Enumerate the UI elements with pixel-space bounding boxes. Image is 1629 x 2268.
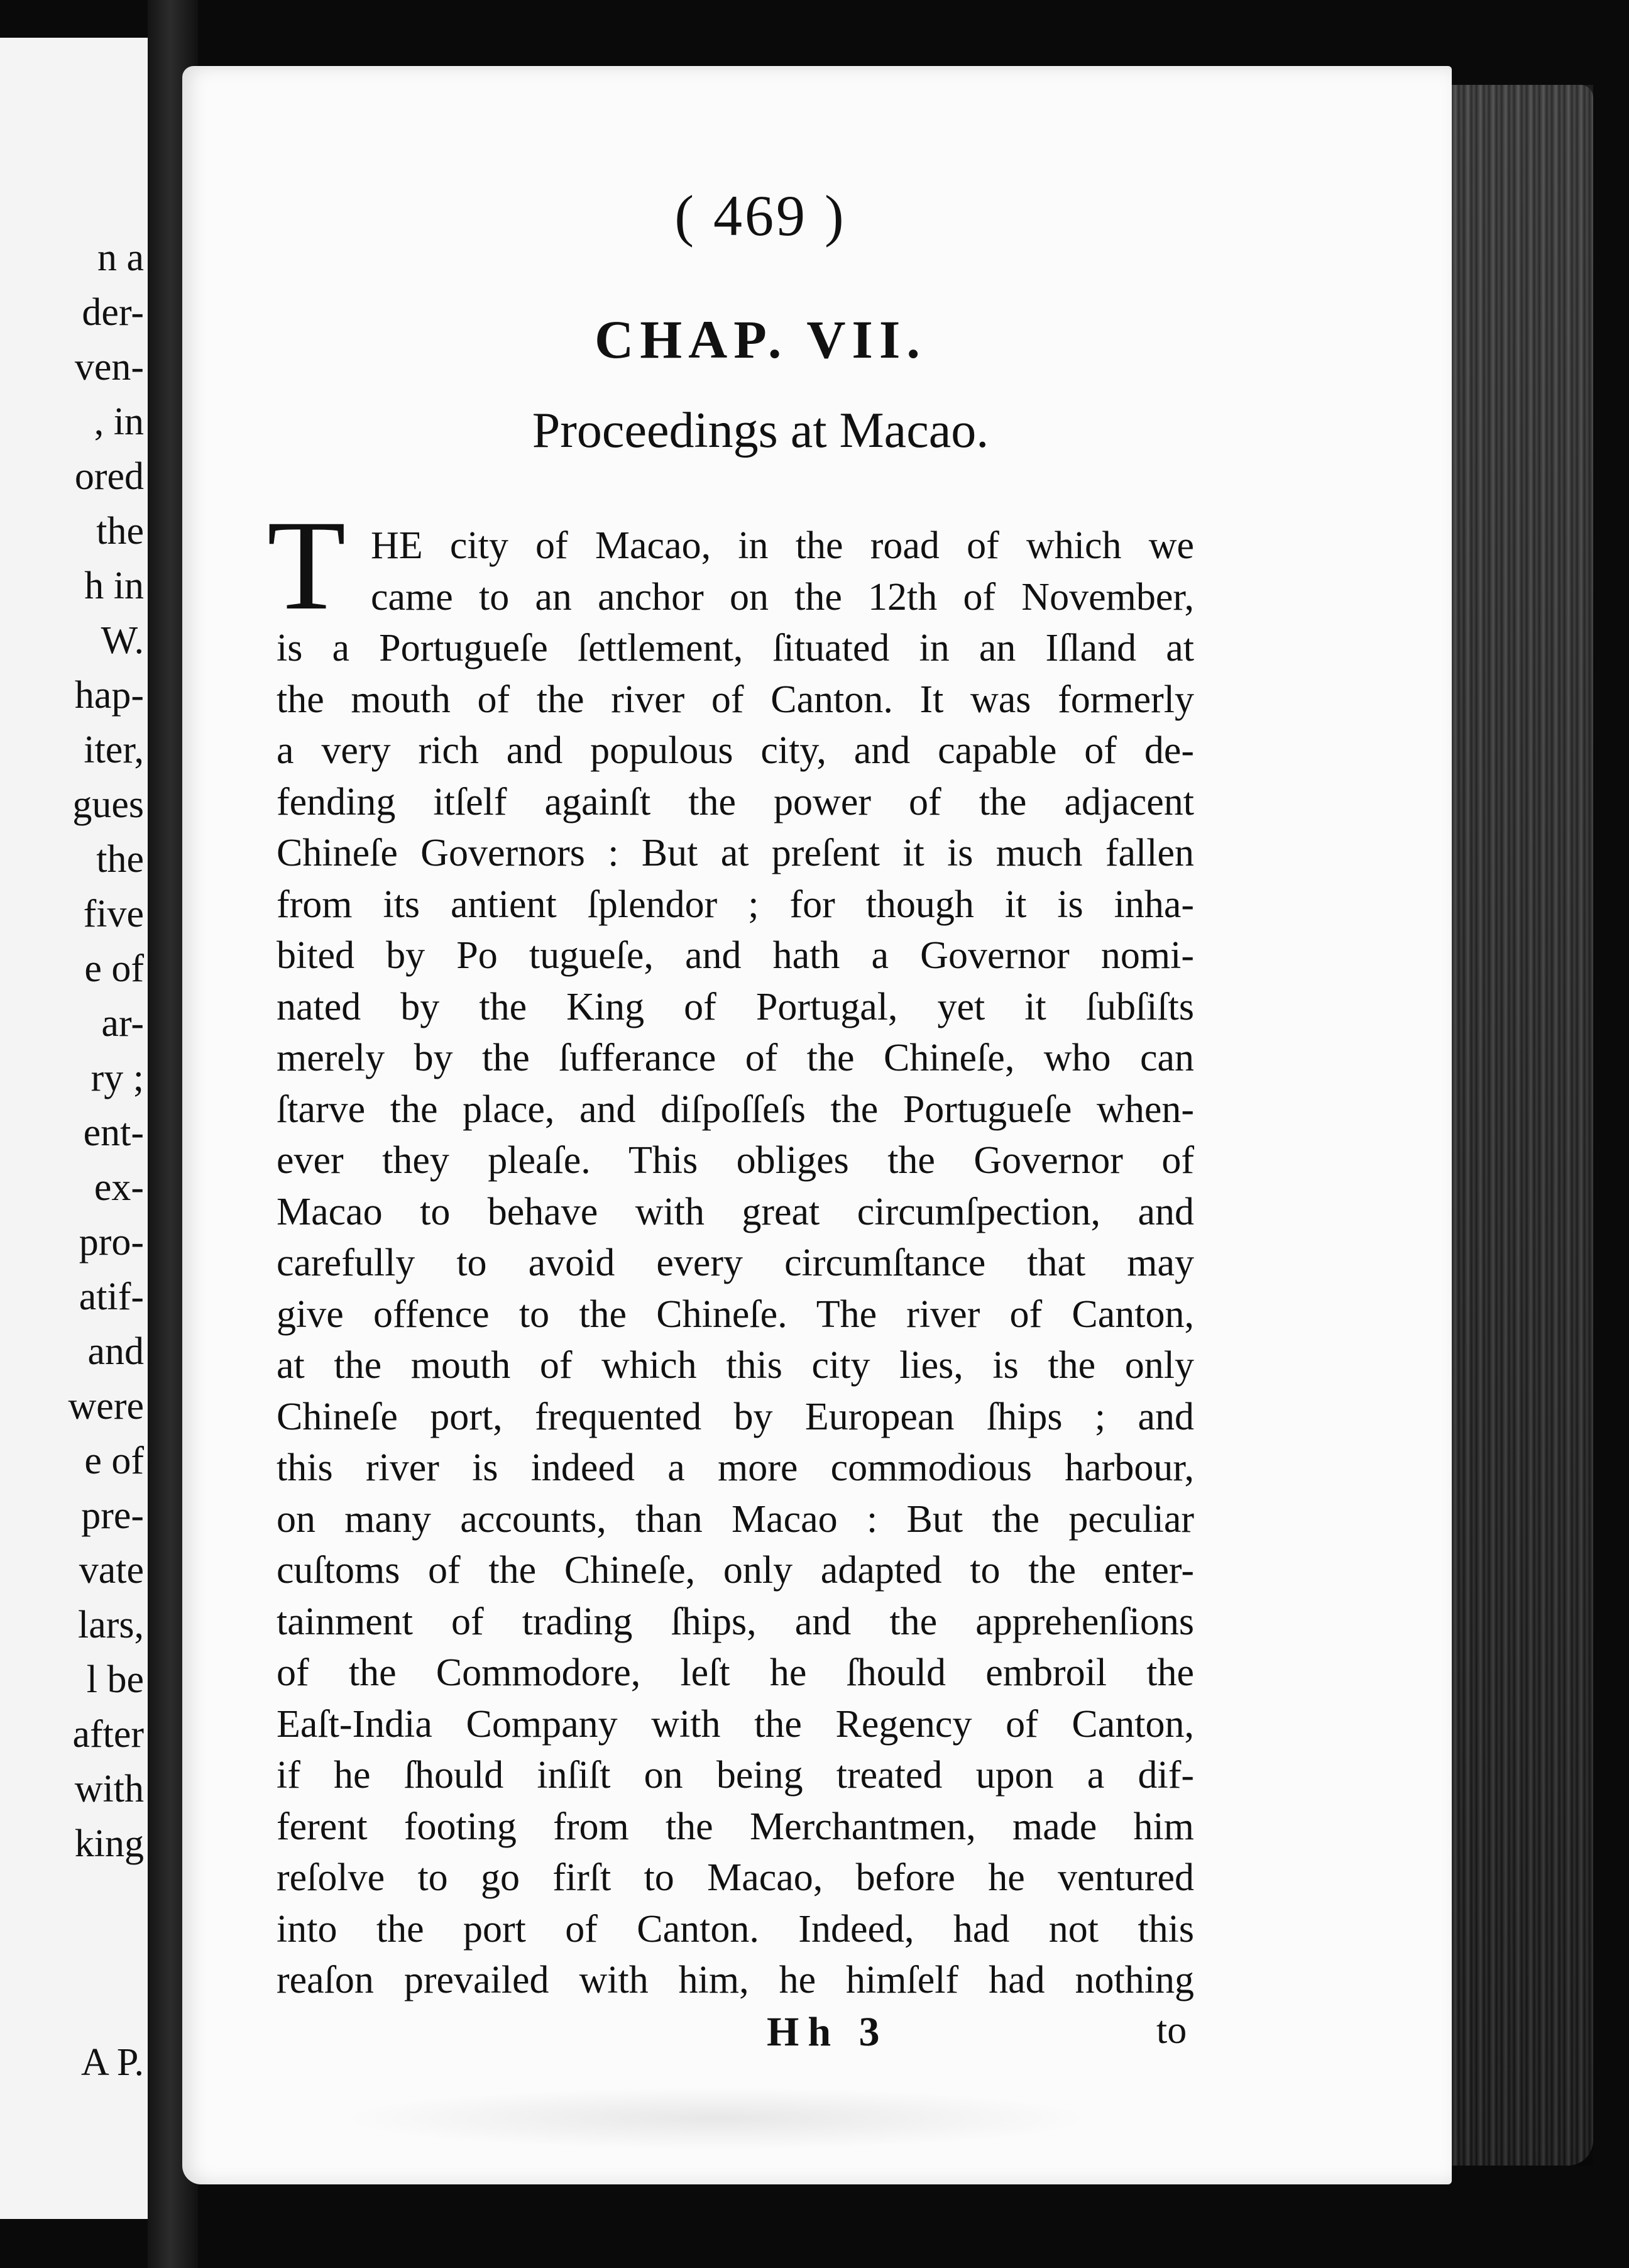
text-line: of the Commodore, leſt he ſhould embroil the bbox=[277, 1651, 1194, 1694]
signature-mark: Hh 3 bbox=[767, 2009, 889, 2055]
text-line: reaſon prevailed with him, he himſelf had nothing bbox=[277, 1959, 1194, 2001]
chapter-subtitle: Proceedings at Macao. bbox=[532, 403, 989, 458]
text-line: this river is indeed a more commodious harbour, bbox=[277, 1446, 1194, 1489]
left-page-line: ored bbox=[74, 455, 144, 498]
left-page-line: lars, bbox=[77, 1604, 144, 1646]
text-line: nated by the King of Portugal, yet it ſubſiſts bbox=[277, 985, 1194, 1028]
left-page-line: the bbox=[96, 510, 144, 553]
text-line: the mouth of the river of Canton. It was formerly bbox=[277, 678, 1194, 721]
left-page-line: iter, bbox=[84, 729, 144, 771]
left-page-line: ven- bbox=[74, 346, 144, 388]
text-line: give offence to the Chineſe. The river of Canton, bbox=[277, 1292, 1194, 1336]
text-line: Macao to behave with great circumſpection, and bbox=[277, 1190, 1194, 1233]
left-page-line: atif- bbox=[79, 1275, 144, 1318]
text-line: carefully to avoid every circumſtance that may bbox=[277, 1241, 1194, 1284]
text-line: a very rich and populous city, and capable of de- bbox=[277, 729, 1194, 772]
left-page-line: , in bbox=[94, 400, 144, 443]
text-line: bited by Po tugueſe, and hath a Governor nomi- bbox=[277, 934, 1194, 977]
left-page-line: pre- bbox=[81, 1494, 144, 1537]
text-line: reſolve to go firſt to Macao, before he ventured bbox=[277, 1856, 1194, 1899]
left-page-line: with bbox=[74, 1768, 144, 1810]
left-page-line: ex- bbox=[94, 1166, 144, 1209]
catchword: to bbox=[1156, 2009, 1187, 2052]
left-page-line: der- bbox=[82, 291, 144, 334]
bleed-through-marks bbox=[339, 2087, 1094, 2150]
left-page-line: W. bbox=[101, 619, 144, 662]
left-page-line: and bbox=[87, 1330, 144, 1373]
text-line: merely by the ſufferance of the Chineſe, who can bbox=[277, 1037, 1194, 1079]
left-page-line: king bbox=[74, 1822, 144, 1865]
text-line: on many accounts, than Macao : But the peculiar bbox=[277, 1497, 1194, 1541]
text-line: cuſtoms of the Chineſe, only adapted to the enter- bbox=[277, 1549, 1194, 1592]
text-line: ferent footing from the Merchantmen, made him bbox=[277, 1805, 1194, 1848]
left-page-line: hap- bbox=[74, 674, 144, 717]
chapter-heading: CHAP. VII. bbox=[595, 309, 926, 370]
text-line: Chineſe Governors : But at preſent it is much fallen bbox=[277, 832, 1194, 874]
left-page-line: the bbox=[96, 838, 144, 881]
left-page-line: ent- bbox=[83, 1111, 144, 1154]
text-line: tainment of trading ſhips, and the apprehenſions bbox=[277, 1600, 1194, 1643]
text-line: HE city of Macao, in the road of which we bbox=[371, 524, 1194, 567]
page-fore-edge bbox=[1439, 85, 1593, 2166]
left-page-line: h in bbox=[84, 564, 144, 607]
left-page-line: e of bbox=[84, 1440, 144, 1482]
left-page-line: five bbox=[83, 893, 144, 935]
text-line: if he ſhould inſiſt on being treated upon a dif- bbox=[277, 1754, 1194, 1797]
drop-cap: T bbox=[267, 494, 346, 637]
text-line: is a Portugueſe ſettlement, ſituated in an Iſland at bbox=[277, 627, 1194, 669]
left-page-line: pro- bbox=[79, 1221, 144, 1263]
text-line: from its antient ſplendor ; for though it is inha- bbox=[277, 883, 1194, 926]
left-page-line: A P. bbox=[81, 2041, 144, 2084]
left-page-line: after bbox=[72, 1713, 144, 1756]
left-page-line: vate bbox=[79, 1549, 144, 1592]
text-line: at the mouth of which this city lies, is the only bbox=[277, 1344, 1194, 1387]
text-line: ever they pleaſe. This obliges the Governor of bbox=[277, 1139, 1194, 1182]
left-page-line: n a bbox=[97, 236, 144, 279]
left-page-line: ry ; bbox=[90, 1057, 144, 1099]
text-line: Eaſt-India Company with the Regency of Canton, bbox=[277, 1702, 1194, 1746]
left-page-line: e of bbox=[84, 947, 144, 990]
text-line: came to an anchor on the 12th of November, bbox=[371, 575, 1194, 619]
left-page-line: were bbox=[68, 1385, 144, 1428]
left-page-line: l be bbox=[86, 1658, 144, 1701]
left-page-line: ar- bbox=[101, 1002, 144, 1045]
text-line: into the port of Canton. Indeed, had not this bbox=[277, 1907, 1194, 1951]
text-line: ſtarve the place, and diſpoſſeſs the Portugueſe when- bbox=[277, 1087, 1194, 1131]
left-page-line: gues bbox=[72, 783, 144, 826]
page-number: ( 469 ) bbox=[674, 184, 847, 248]
text-line: Chineſe port, frequented by European ſhips ; and bbox=[277, 1395, 1194, 1438]
text-line: fending itſelf againſt the power of the adjacent bbox=[277, 780, 1194, 823]
